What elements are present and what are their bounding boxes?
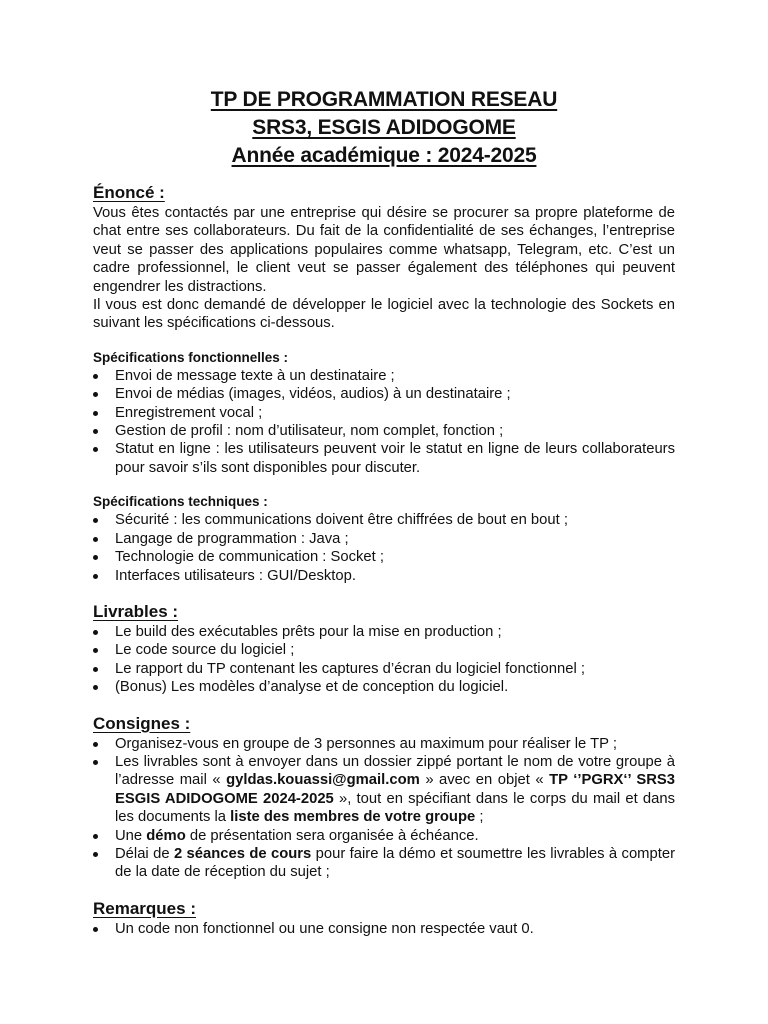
enonce-paragraph-2: Il vous est donc demandé de développer le logiciel avec la technologie des Sockets en suivant les spécifications ci-dessous.: [93, 297, 675, 332]
list-item: Langage de programmation : Java ;: [93, 530, 675, 548]
list-item: Le build des exécutables prêts pour la mise en production ;: [93, 623, 675, 641]
group-members-emphasis: liste des membres de votre groupe: [230, 809, 476, 826]
document-header: [0, 86, 768, 170]
list-item: Envoi de message texte à un destinataire ;: [93, 367, 675, 385]
email-subject: TP ‘’PGRX‘’ SRS3 ESGIS ADIDOGOME 2024-2025: [115, 772, 675, 807]
list-item: Enregistrement vocal ;: [93, 404, 675, 422]
list-item: Le rapport du TP contenant les captures d’écran du logiciel fonctionnel ;: [93, 660, 675, 678]
header-course-title: TP DE PROGRAMMATION RESEAU: [210, 88, 558, 111]
consigne-text: Les livrables sont à envoyer dans un dossier zippé portant le nom de votre groupe à l’adresse mail «: [115, 753, 675, 789]
list-item: Un code non fonctionnel ou une consigne non respectée vaut 0.: [93, 920, 675, 938]
list-item: Interfaces utilisateurs : GUI/Desktop.: [93, 567, 675, 585]
list-item: [93, 827, 675, 845]
technical-specs-heading: Spécifications techniques :: [93, 494, 268, 510]
consigne-text: ;: [475, 809, 484, 826]
enonce-paragraph-1: Vous êtes contactés par une entreprise qui désire se procurer sa propre plateforme de chat entre ses collaborateurs. Du fait de la confidentialité de ses échanges, l’entreprise veut se passer des applications populaires comme whatsapp, Telegram, etc. C’est un cadre professionnel, le client veut se passer également des téléphones qui peuvent engendrer les distractions.: [93, 205, 675, 295]
consignes-list: [93, 735, 675, 882]
livrables-heading: Livrables :: [93, 601, 179, 621]
functional-specs-heading: Spécifications fonctionnelles :: [93, 349, 289, 365]
consignes-heading: Consignes :: [93, 713, 191, 733]
enonce-heading: Énoncé :: [93, 183, 165, 202]
header-academic-year: Année académique : 2024-2025: [231, 144, 537, 167]
consigne-text: » avec en objet «: [419, 772, 550, 789]
list-item: [93, 753, 675, 827]
list-item: Technologie de communication : Socket ;: [93, 548, 675, 566]
list-item: (Bonus) Les modèles d’analyse et de conception du logiciel.: [93, 678, 675, 696]
demo-emphasis: démo: [146, 827, 186, 844]
functional-specs-list: [93, 367, 675, 477]
email-address: gyldas.kouassi@gmail.com: [226, 772, 420, 789]
consigne-text: Délai de: [115, 845, 174, 862]
livrables-list: [93, 623, 675, 697]
remarques-list: [93, 920, 675, 938]
list-item: Gestion de profil : nom d’utilisateur, nom complet, fonction ;: [93, 422, 675, 440]
list-item: Envoi de médias (images, vidéos, audios) à un destinataire ;: [93, 385, 675, 403]
consigne-text: pour faire la démo et soumettre les livrables à compter de la date de réception du sujet ;: [115, 845, 675, 881]
consigne-text: de présentation sera organisée à échéance.: [185, 827, 479, 844]
list-item: Statut en ligne : les utilisateurs peuvent voir le statut en ligne de leurs collaborateurs pour savoir s’ils sont disponibles pour discuter.: [93, 440, 675, 477]
list-item: [93, 845, 675, 882]
remarques-heading: Remarques :: [93, 898, 196, 918]
list-item: Le code source du logiciel ;: [93, 641, 675, 659]
header-class-school: SRS3, ESGIS ADIDOGOME: [252, 116, 516, 139]
technical-specs-list: [93, 511, 675, 585]
consigne-text: », tout en spécifiant dans le corps du mail et dans les documents la: [115, 790, 675, 826]
consigne-text: Une: [115, 827, 147, 844]
list-item: Organisez-vous en groupe de 3 personnes au maximum pour réaliser le TP ;: [93, 735, 675, 753]
list-item: Sécurité : les communications doivent être chiffrées de bout en bout ;: [93, 511, 675, 529]
document-body: [93, 182, 675, 938]
deadline-emphasis: 2 séances de cours: [173, 845, 312, 862]
